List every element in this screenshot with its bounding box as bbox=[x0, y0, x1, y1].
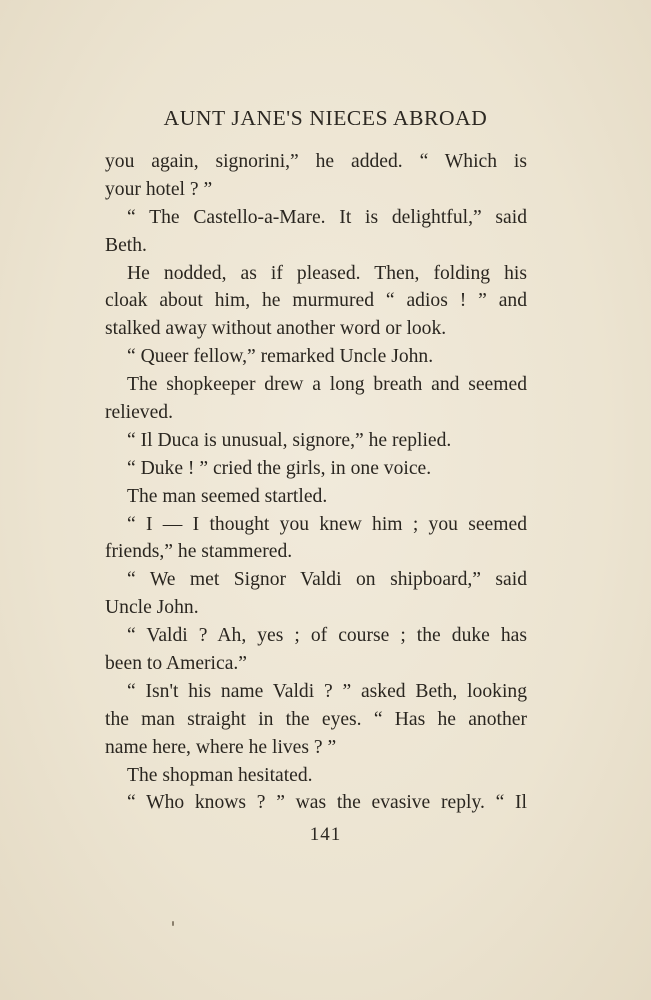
text-line: been to America.” bbox=[105, 653, 247, 675]
body-text bbox=[105, 148, 527, 817]
text-line: relieved. bbox=[105, 402, 173, 424]
text-line: “ I — I thought you knew him ; you seemed bbox=[127, 513, 527, 535]
text-line: name here, where he lives ? ” bbox=[105, 736, 337, 758]
text-line: your hotel ? ” bbox=[105, 178, 213, 200]
text-line: “ Valdi ? Ah, yes ; of course ; the duke has bbox=[127, 625, 527, 647]
text-line: the man straight in the eyes. “ Has he another bbox=[105, 708, 527, 730]
text-line: Beth. bbox=[105, 234, 147, 256]
text-line: Uncle John. bbox=[105, 597, 199, 619]
text-line: “ We met Signor Valdi on shipboard,” said bbox=[127, 569, 527, 591]
page-number: 141 bbox=[309, 824, 342, 845]
text-line: stalked away without another word or look. bbox=[105, 318, 447, 340]
text-line: “ Duke ! ” cried the girls, in one voice. bbox=[127, 457, 432, 479]
text-line: The shopkeeper drew a long breath and seemed bbox=[127, 374, 527, 396]
text-line: you again, signorini,” he added. “ Which is bbox=[105, 151, 527, 172]
text-line: friends,” he stammered. bbox=[105, 541, 293, 563]
text-line: The man seemed startled. bbox=[127, 485, 328, 507]
text-line: “ Who knows ? ” was the evasive reply. “ Il bbox=[127, 792, 527, 814]
running-head: AUNT JANE'S NIECES ABROAD bbox=[163, 106, 488, 130]
text-line: The shopman hesitated. bbox=[127, 764, 313, 786]
text-line: cloak about him, he murmured “ adios ! ” and bbox=[105, 290, 527, 312]
paper-speck bbox=[172, 921, 174, 926]
text-line: “ Isn't his name Valdi ? ” asked Beth, looking bbox=[127, 680, 527, 702]
text-line: “ Il Duca is unusual, signore,” he replied. bbox=[127, 429, 452, 451]
text-line: “ Queer fellow,” remarked Uncle John. bbox=[127, 346, 434, 368]
text-line: He nodded, as if pleased. Then, folding his bbox=[127, 262, 527, 284]
text-line: “ The Castello-a-Mare. It is delightful,” said bbox=[127, 206, 527, 228]
